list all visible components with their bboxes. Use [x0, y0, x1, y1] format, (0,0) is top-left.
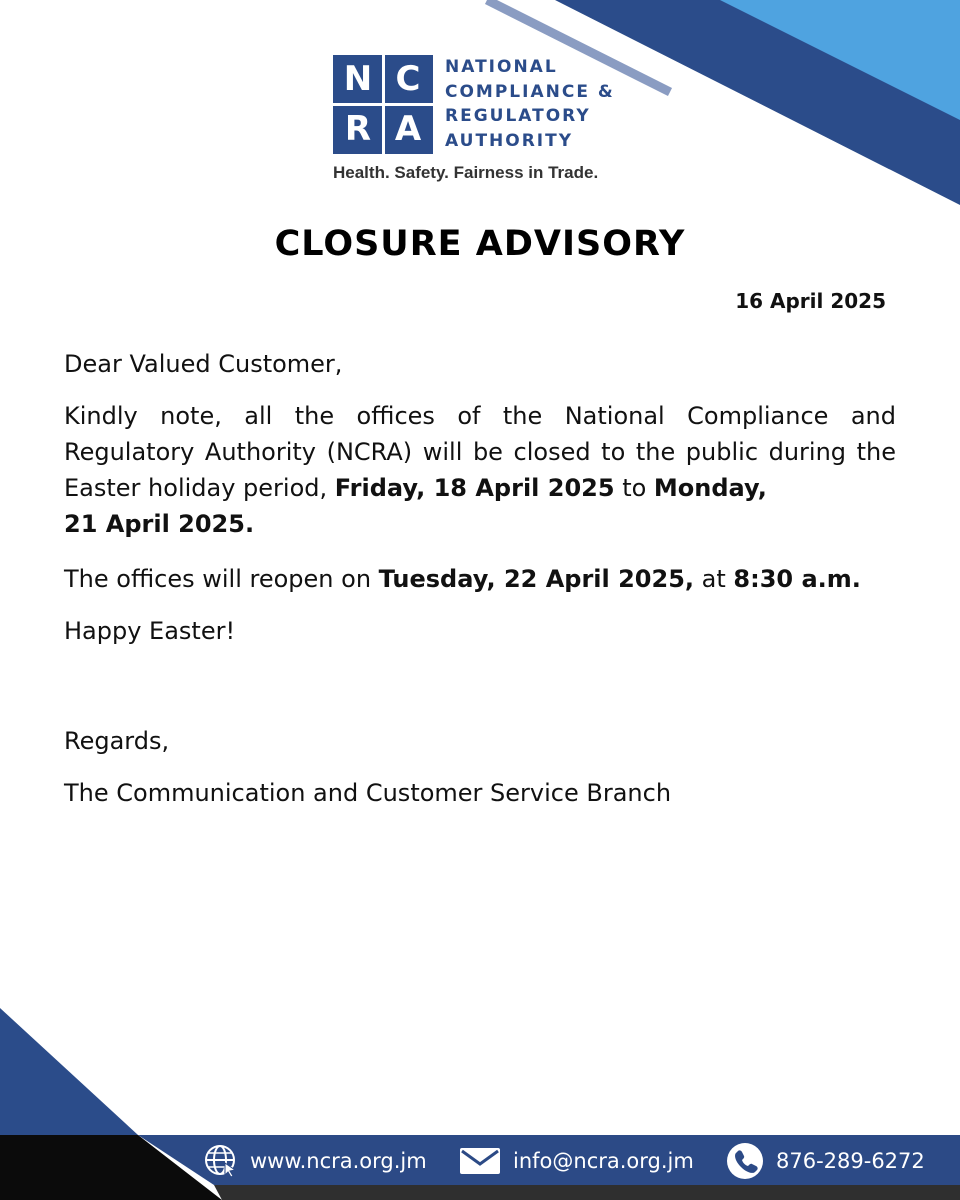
reopen-date: Tuesday, 22 April 2025, [378, 565, 695, 593]
reopen-at-word: at [701, 565, 726, 593]
envelope-icon [459, 1146, 501, 1176]
logo-letter-a: A [394, 109, 422, 149]
bottom-left-navy-triangle [0, 1008, 138, 1135]
closure-to-word: to [622, 474, 647, 502]
closure-text: Kindly note, all the offices of the National Compliance and Regulatory Authority (NCRA) will be closed to the public during the Easter holiday period, [64, 402, 896, 502]
closure-end-date: 21 April 2025. [64, 510, 255, 538]
globe-icon [204, 1144, 238, 1178]
footer-bottom-strip [214, 1185, 960, 1200]
logo-letter-c: C [395, 59, 421, 99]
footer-website[interactable] [204, 1143, 427, 1179]
salutation: Dear Valued Customer, [64, 350, 343, 378]
logo-divider-horizontal [333, 103, 433, 106]
closure-paragraph [64, 398, 896, 542]
logo-tagline: Health. Safety. Fairness in Trade. [333, 163, 599, 182]
signature: The Communication and Customer Service Branch [64, 779, 672, 807]
logo-organization-name [445, 55, 645, 153]
closure-start-date: Friday, 18 April 2025 [334, 474, 615, 502]
website-link[interactable]: www.ncra.org.jm [250, 1149, 427, 1173]
logo-name-line-2: COMPLIANCE & [445, 81, 615, 102]
logo-name-line-3: REGULATORY [445, 106, 591, 126]
phone-icon [726, 1142, 764, 1180]
logo-letter-r: R [344, 109, 372, 149]
reopen-text: The offices will reopen on [64, 565, 372, 593]
closure-end-date-day: Monday, [653, 474, 767, 502]
footer-phone[interactable] [726, 1143, 925, 1179]
email-link[interactable]: info@ncra.org.jm [513, 1149, 694, 1173]
footer-email[interactable] [459, 1143, 694, 1179]
closing-regards: Regards, [64, 727, 170, 755]
phone-number[interactable]: 876-289-6272 [776, 1149, 925, 1173]
logo-letter-n: N [343, 59, 373, 99]
logo-letter-grid [333, 55, 433, 154]
reopen-time: 8:30 a.m. [733, 565, 861, 593]
advisory-date: 16 April 2025 [735, 289, 886, 313]
easter-greeting: Happy Easter! [64, 617, 236, 645]
page-title: CLOSURE ADVISORY [274, 224, 686, 264]
reopen-paragraph [64, 561, 896, 597]
logo-name-line-4: AUTHORITY [445, 130, 574, 151]
ncra-logo [333, 55, 633, 190]
logo-name-line-1: NATIONAL [445, 57, 558, 77]
